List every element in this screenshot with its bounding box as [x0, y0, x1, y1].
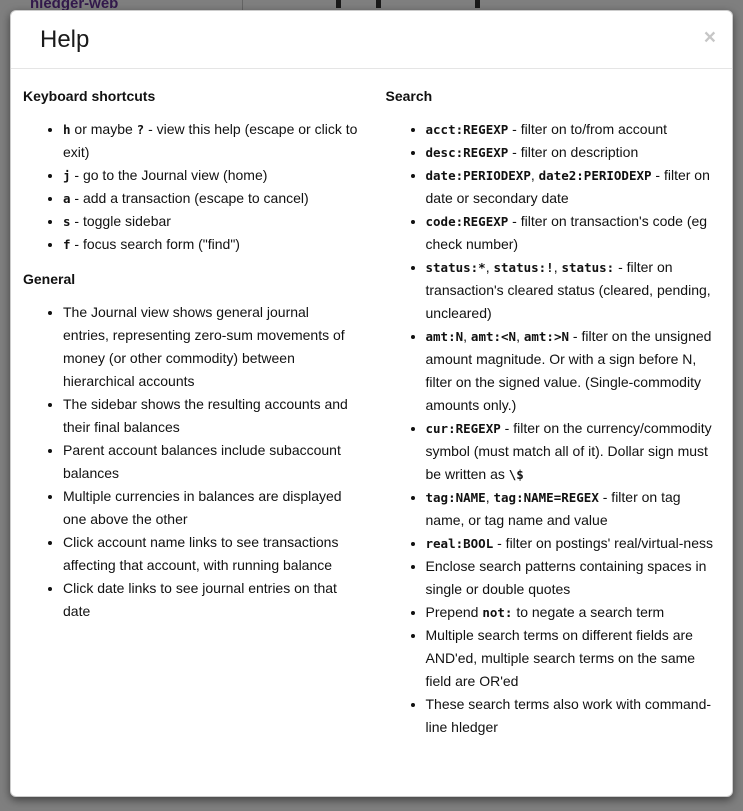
- list-item: • cur:REGEXP - filter on the currency/commodity symbol (must match all of it). Dollar sign must be written as \$: [426, 417, 721, 486]
- search-list: [386, 118, 721, 739]
- keyboard-shortcuts-list: [23, 118, 358, 256]
- list-item: • Multiple currencies in balances are displayed one above the other: [63, 485, 358, 531]
- list-item: • acct:REGEXP - filter on to/from account: [426, 118, 721, 141]
- modal-header: [11, 11, 732, 69]
- modal-title: Help: [40, 26, 90, 53]
- list-item: • Enclose search patterns containing spaces in single or double quotes: [426, 555, 721, 601]
- close-icon[interactable]: ×: [703, 26, 716, 49]
- list-item: • real:BOOL - filter on postings' real/virtual-ness: [426, 532, 721, 555]
- list-item: • The sidebar shows the resulting accounts and their final balances: [63, 393, 358, 439]
- section-heading-keyboard-shortcuts: Keyboard shortcuts: [23, 88, 156, 104]
- list-item: • The Journal view shows general journal entries, representing zero-sum movements of money (or other commodity) between hierarchical accounts: [63, 301, 358, 393]
- list-item: • status:*, status:!, status: - filter on transaction's cleared status (cleared, pending, uncleared): [426, 256, 721, 325]
- right-column: [372, 85, 721, 749]
- modal-body: [11, 69, 732, 749]
- list-item: • Multiple search terms on different fields are AND'ed, multiple search terms on the same field are OR'ed: [426, 624, 721, 693]
- list-item: • h or maybe ? - view this help (escape or click to exit): [63, 118, 358, 164]
- section-heading-search: Search: [385, 88, 433, 104]
- help-modal: [10, 10, 733, 797]
- list-item: • Parent account balances include subaccount balances: [63, 439, 358, 485]
- list-item: • Prepend not: to negate a search term: [426, 601, 721, 624]
- list-item: • s - toggle sidebar: [63, 210, 358, 233]
- list-item: • date:PERIODEXP, date2:PERIODEXP - filter on date or secondary date: [426, 164, 721, 210]
- list-item: • code:REGEXP - filter on transaction's code (eg check number): [426, 210, 721, 256]
- list-item: • amt:N, amt:<N, amt:>N - filter on the unsigned amount magnitude. Or with a sign before N, filter on the signed value. (Single-commodity amounts only.): [426, 325, 721, 417]
- list-item: • f - focus search form ("find"): [63, 233, 358, 256]
- list-item: • j - go to the Journal view (home): [63, 164, 358, 187]
- list-item: • desc:REGEXP - filter on description: [426, 141, 721, 164]
- list-item: • tag:NAME, tag:NAME=REGEX - filter on tag name, or tag name and value: [426, 486, 721, 532]
- list-item: • Click account name links to see transactions affecting that account, with running balance: [63, 531, 358, 577]
- list-item: • These search terms also work with command-line hledger: [426, 693, 721, 739]
- section-heading-general: General: [23, 271, 76, 287]
- general-list: [23, 301, 358, 623]
- left-column: [23, 85, 372, 749]
- list-item: • Click date links to see journal entries on that date: [63, 577, 358, 623]
- list-item: • a - add a transaction (escape to cancel): [63, 187, 358, 210]
